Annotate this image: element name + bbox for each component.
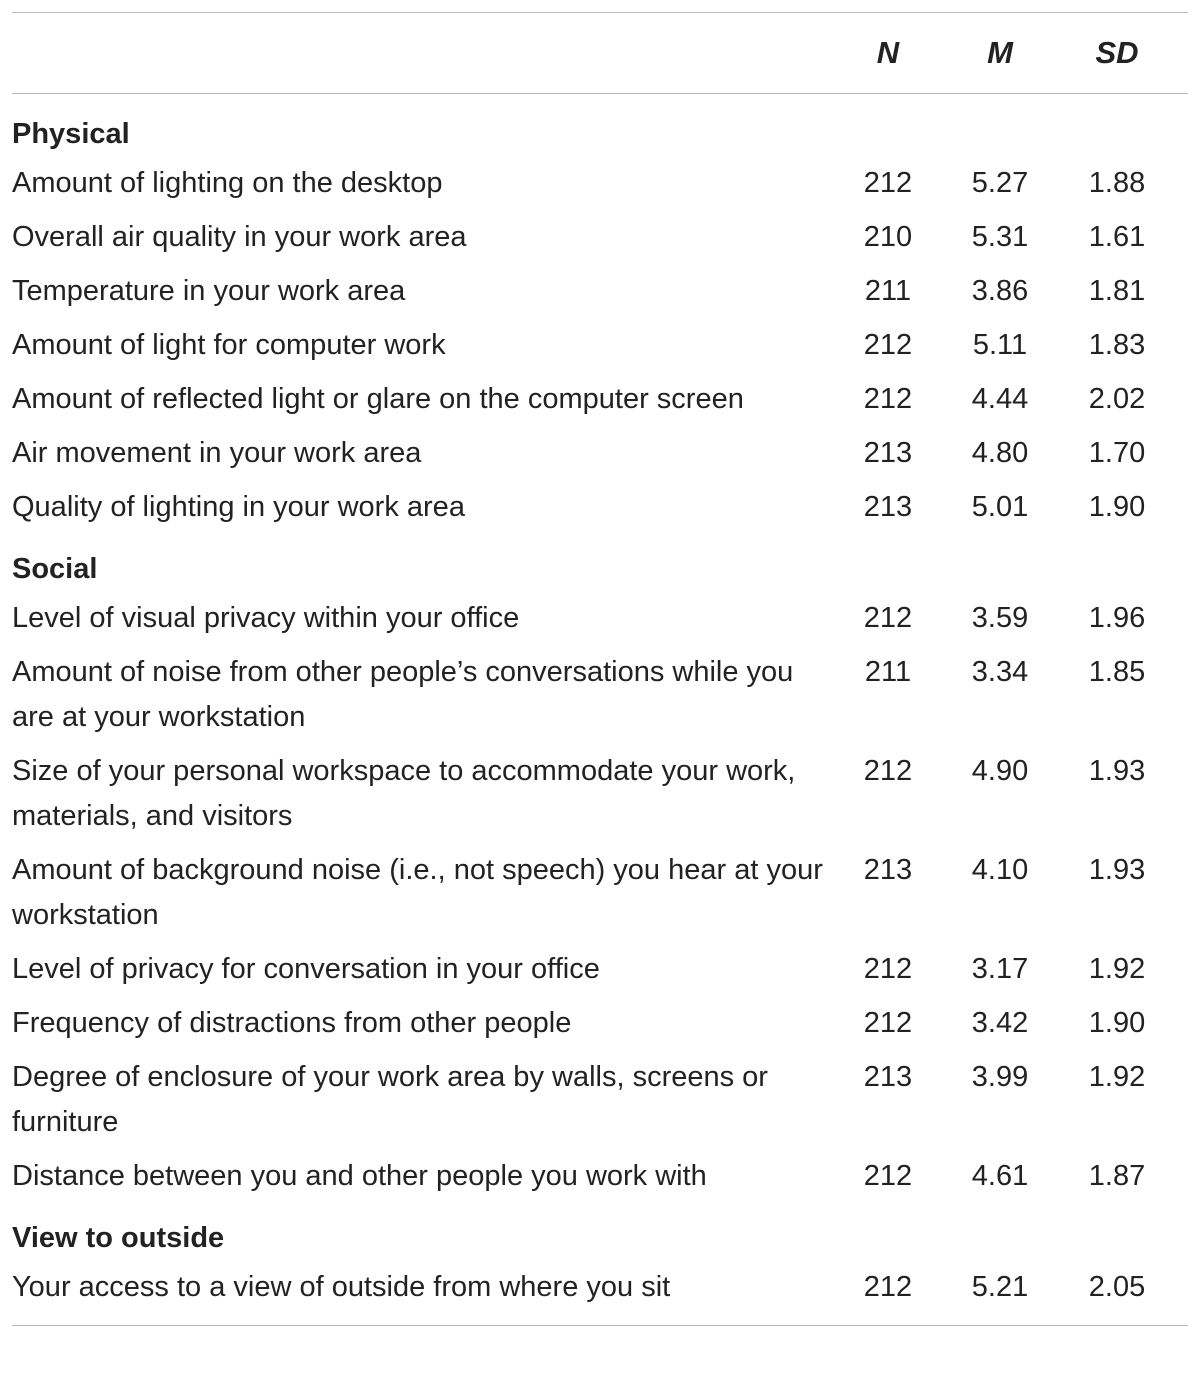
- table-row: [12, 373, 1188, 427]
- table-row: [12, 1261, 1188, 1315]
- row-label: Overall air quality in your work area: [12, 221, 467, 253]
- cell-sd: 1.92: [1088, 953, 1146, 985]
- table-row: [12, 157, 1188, 211]
- cell-m: 3.86: [971, 275, 1029, 307]
- header-sd: SD: [1095, 35, 1139, 70]
- cell-n: 213: [863, 491, 913, 523]
- cell-n: 212: [863, 755, 913, 787]
- table-row: [12, 265, 1188, 319]
- row-label: Degree of enclosure of your work area by walls, screens or furniture: [12, 1061, 768, 1138]
- header-n: N: [876, 35, 900, 70]
- cell-n: 212: [863, 1007, 913, 1039]
- section-heading: [12, 1204, 1188, 1261]
- header-m: M: [987, 35, 1013, 70]
- cell-sd: 1.90: [1088, 491, 1146, 523]
- cell-n: 213: [863, 1061, 913, 1093]
- table-body: [12, 94, 1188, 1325]
- section-heading: [12, 100, 1188, 157]
- cell-n: 212: [863, 953, 913, 985]
- cell-sd: 2.05: [1088, 1271, 1146, 1303]
- cell-m: 5.31: [971, 221, 1029, 253]
- row-label: Amount of noise from other people’s conversations while you are at your workstation: [12, 656, 794, 733]
- cell-m: 4.10: [971, 854, 1029, 886]
- section-title: View to outside: [12, 1222, 225, 1254]
- cell-n: 212: [863, 602, 913, 634]
- cell-m: 3.99: [971, 1061, 1029, 1093]
- cell-m: 4.44: [971, 383, 1029, 415]
- cell-m: 5.21: [971, 1271, 1029, 1303]
- data-table: [12, 12, 1188, 1326]
- table-row: [12, 1150, 1188, 1204]
- table-row: [12, 211, 1188, 265]
- row-label: Size of your personal workspace to accommodate your work, materials, and visitors: [12, 755, 796, 832]
- cell-n: 211: [864, 275, 912, 307]
- row-label: Amount of lighting on the desktop: [12, 167, 443, 199]
- section-title: Physical: [12, 118, 130, 150]
- cell-n: 213: [863, 437, 913, 469]
- cell-n: 210: [863, 221, 913, 253]
- cell-m: 4.90: [971, 755, 1029, 787]
- cell-sd: 1.88: [1088, 167, 1146, 199]
- cell-m: 3.17: [971, 953, 1029, 985]
- table-row: [12, 1051, 1188, 1150]
- row-label: Level of privacy for conversation in your office: [12, 953, 600, 985]
- row-label: Air movement in your work area: [12, 437, 422, 469]
- table-row: [12, 592, 1188, 646]
- section-title: Social: [12, 553, 98, 585]
- table-row: [12, 943, 1188, 997]
- row-label: Frequency of distractions from other people: [12, 1007, 572, 1039]
- cell-sd: 1.70: [1088, 437, 1146, 469]
- cell-sd: 2.02: [1088, 383, 1146, 415]
- cell-m: 4.61: [971, 1160, 1029, 1192]
- cell-m: 5.11: [972, 329, 1028, 361]
- cell-sd: 1.87: [1088, 1160, 1146, 1192]
- table-row: [12, 427, 1188, 481]
- cell-n: 212: [863, 383, 913, 415]
- cell-sd: 1.93: [1088, 854, 1146, 886]
- row-label: Distance between you and other people you work with: [12, 1160, 707, 1192]
- cell-m: 3.59: [971, 602, 1029, 634]
- cell-sd: 1.93: [1088, 755, 1146, 787]
- bottom-rule: [12, 1325, 1188, 1326]
- cell-sd: 1.92: [1088, 1061, 1146, 1093]
- cell-m: 5.01: [971, 491, 1029, 523]
- cell-n: 212: [863, 1160, 913, 1192]
- cell-sd: 1.61: [1088, 221, 1146, 253]
- cell-m: 3.42: [971, 1007, 1029, 1039]
- row-label: Your access to a view of outside from where you sit: [12, 1271, 671, 1303]
- cell-n: 212: [863, 329, 913, 361]
- table-row: [12, 745, 1188, 844]
- cell-m: 3.34: [971, 656, 1029, 688]
- cell-sd: 1.90: [1088, 1007, 1146, 1039]
- row-label: Amount of reflected light or glare on the computer screen: [12, 383, 744, 415]
- table-row: [12, 997, 1188, 1051]
- cell-n: 211: [864, 656, 912, 688]
- cell-m: 5.27: [971, 167, 1029, 199]
- table-row: [12, 481, 1188, 535]
- section-heading: [12, 535, 1188, 592]
- row-label: Level of visual privacy within your office: [12, 602, 520, 634]
- row-label: Amount of light for computer work: [12, 329, 446, 361]
- cell-sd: 1.81: [1088, 275, 1146, 307]
- row-label: Temperature in your work area: [12, 275, 406, 307]
- cell-sd: 1.85: [1088, 656, 1146, 688]
- row-label: Amount of background noise (i.e., not speech) you hear at your workstation: [12, 854, 823, 931]
- row-label: Quality of lighting in your work area: [12, 491, 465, 523]
- table-header: [12, 13, 1188, 93]
- cell-n: 212: [863, 167, 913, 199]
- cell-sd: 1.96: [1088, 602, 1146, 634]
- cell-sd: 1.83: [1088, 329, 1146, 361]
- cell-m: 4.80: [971, 437, 1029, 469]
- cell-n: 212: [863, 1271, 913, 1303]
- table-row: [12, 844, 1188, 943]
- cell-n: 213: [863, 854, 913, 886]
- table-row: [12, 646, 1188, 745]
- table-row: [12, 319, 1188, 373]
